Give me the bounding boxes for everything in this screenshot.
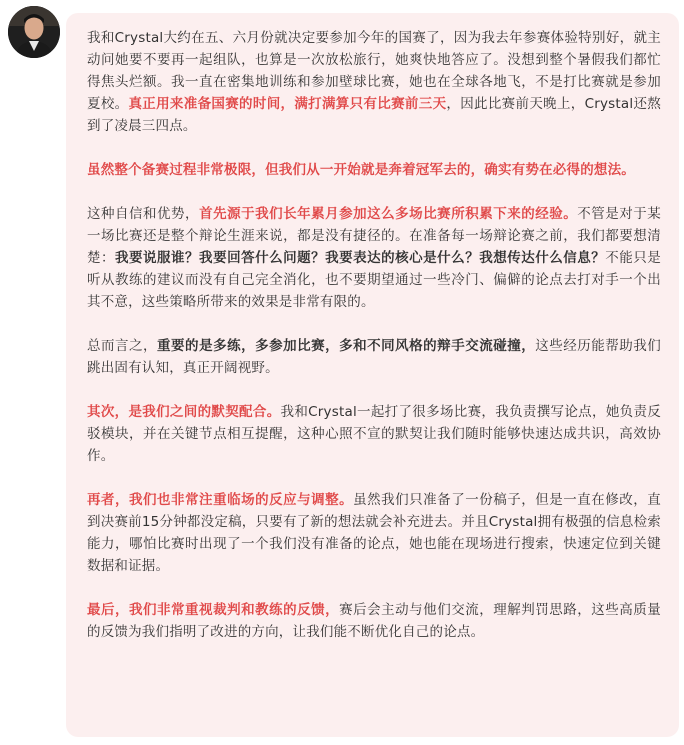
message-bubble xyxy=(66,13,679,737)
paragraph-5: 其次，是我们之间的默契配合。我和Crystal一起打了很多场比赛，我负责撰写论点，她负责反驳模块，并在关键节点相互提醒，这种心照不宣的默契让我们随时能够快速达成共识，高效协作。 xyxy=(87,404,661,464)
paragraph-3: 这种自信和优势，首先源于我们长年累月参加这么多场比赛所积累下来的经验。不管是对于某一场比赛还是整个辩论生涯来说，都是没有捷径的。在准备每一场辩论赛之前，我们都要想清楚：我要说服谁？我要回答什么问题？我要表达的核心是什么？我想传达什么信息？不能只是听从教练的建议而没有自己完全消化，也不要期望通过一些冷门、偏僻的论点去打对手一个出其不意，这些策略所带来的效果是非常有限的。 xyxy=(87,206,662,310)
paragraph-4: 总而言之，重要的是多练，多参加比赛，多和不同风格的辩手交流碰撞，这些经历能帮助我们跳出固有认知，真正开阔视野。 xyxy=(87,338,662,376)
paragraph-6: 再者，我们也非常注重临场的反应与调整。虽然我们只准备了一份稿子，但是一直在修改，直到决赛前15分钟都没定稿，只要有了新的想法就会补充进去。并且Crystal拥有极强的信息检索能力，哪怕比赛时出现了一个我们没有准备的论点，她也能在现场进行搜索，快速定位到关键数据和证据。 xyxy=(87,492,661,574)
highlight-text: 真正用来准备国赛的时间，满打满算只有比赛前三天 xyxy=(128,96,447,112)
highlight-text: 其次，是我们之间的默契配合。 xyxy=(87,404,281,420)
paragraph-2 xyxy=(87,159,661,181)
avatar[interactable] xyxy=(8,6,60,58)
person-avatar-icon xyxy=(8,6,60,58)
highlight-text: 最后，我们非常重视裁判和教练的反馈， xyxy=(87,602,340,618)
highlight-text: 虽然整个备赛过程非常极限，但我们从一开始就是奔着冠军去的，确实有势在必得的想法。 xyxy=(87,162,635,178)
paragraph-7: 最后，我们非常重视裁判和教练的反馈，赛后会主动与他们交流，理解判罚思路，这些高质量的反馈为我们指明了改进的方向，让我们能不断优化自己的论点。 xyxy=(87,602,661,640)
bold-text: 我要说服谁？我要回答什么问题？我要表达的核心是什么？我想传达什么信息？ xyxy=(115,250,606,266)
bold-text: 重要的是多练，多参加比赛，多和不同风格的辩手交流碰撞， xyxy=(157,338,536,354)
highlight-text: 首先源于我们长年累月参加这么多场比赛所积累下来的经验。 xyxy=(199,206,578,222)
highlight-text: 再者，我们也非常注重临场的反应与调整。 xyxy=(87,492,354,508)
paragraph-1: 我和Crystal大约在五、六月份就决定要参加今年的国赛了，因为我去年参赛体验特别好，就主动问她要不要再一起组队，也算是一次放松旅行，她爽快地答应了。没想到整个暑假我们都忙得焦头烂额。我一直在密集地训练和参加壁球比赛，她也在全球各地飞，不是打比赛就是参加夏校。真正用来准备国赛的时间，满打满算只有比赛前三天，因此比赛前天晚上，Crystal还熬到了凌晨三四点。 xyxy=(87,30,661,134)
